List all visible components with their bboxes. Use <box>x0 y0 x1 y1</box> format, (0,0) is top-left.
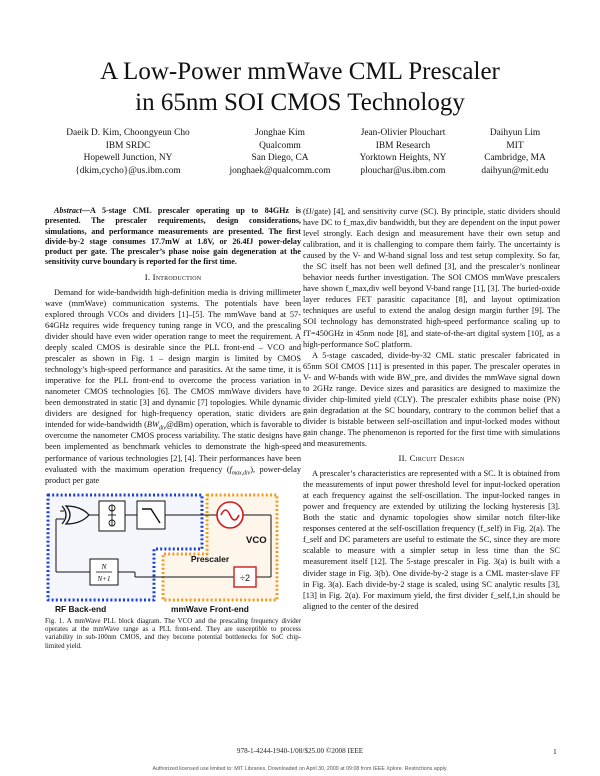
prescaler-label: Prescaler <box>190 553 230 564</box>
author-block-4 <box>470 127 560 177</box>
author-block-3 <box>343 127 463 177</box>
author-email: {dkim,cycho}@us.ibm.com <box>75 165 181 176</box>
abstract-label: Abstract <box>54 206 82 215</box>
author-org: Qualcomm <box>259 140 301 151</box>
figure-1-caption: Fig. 1. A mmWave PLL block diagram. The VCO and the prescaling frequency divider operates at the mmWave range as a PLL front-end. They are susceptible to process variability in sub-100nm CMOS, and they become potential bottlenecks for SoC chip-limited yield. <box>45 617 301 650</box>
author-email: plouchar@us.ibm.com <box>360 165 446 176</box>
author-email: jonghaek@qualcomm.com <box>229 165 331 176</box>
abstract-text: A 5-stage CML prescaler operating up to 84GHz is presented. The prescaler requirements, design considerations, simulations, and performance measurements are presented. The first divide-by-2 stage consumes 17.7mW at 1.8V, or 26.4fJ power-delay product per gate. The prescaler’s phase noise gain degeneration at the sensitivity curve boundary is reported for the first time. <box>45 206 301 267</box>
author-name: Jonghae Kim <box>255 128 305 138</box>
paper-title-line-2: in 65nm SOI CMOS Technology <box>135 89 465 116</box>
rf-backend-label: RF Back-end <box>55 603 107 614</box>
section-heading-introduction: I. Introduction <box>144 271 202 282</box>
author-name: Daihyun Lim <box>489 128 541 138</box>
isbn-footer: 978-1-4244-1940-1/08/$25.00 ©2008 IEEE <box>236 747 364 755</box>
circuit-design-paragraph-1: A prescaler’s characteristics are represented with a SC. It is obtained from the measurements of input power threshold level for input-locked operation at each frequency against the self-oscillation. The input-locked ranges in power and frequency are extended by utilizing the locking hysteresis [3]. Both the static and dynamic topologies show similar notch filter-like responses centered at the self-oscillation frequency (f_self) in Fig. 2(a). The f_self and DC parameters are useful to estimate the SC, since they are more scalable to measure with a simpler setup in less time than the SC measurement itself [12]. The 5-stage prescaler in Fig. 3(a) is built with a divider stage in Fig. 3(b). One divide-by-2 stage is a CML master-slave FF in Fig. 3(a). Each divide-by-2 stage is scaled, using SC analytic results [3], [13] in Fig. 2(a). For maximum yield, the first divider f_self,1,in should be aligned to the center of the desired <box>303 469 560 611</box>
author-org: MIT <box>506 140 524 151</box>
intro-paragraph-2: (fJ/gate) [4], and sensitivity curve (SC). By principle, static dividers should have DC to f_max,div bandwidth, but they are dependent on the input power level strongly. Each design and measurement have their own setup and calibration, and it is challenging to compare them fairly. The uncertainty is caused by the V- and W-band signal loss and test setup complexity. So far, the SC itself has not been well defined [3], and the prescaler’s nonlinear behavior needs further investigation. The SOI CMOS mmWave prescalers have shown f_max,div well beyond V-band range [1], [3]. The buried-oxide layer reduces FET parasitic capacitance [8], and layout optimization techniques are useful to extend the analog design margin further [9]. The SOI technology has demonstrated high-speed performance scaling up to fT=450GHz in 45nm node [8], and state-of-the-art digital system [10], as a high-performance SoC platform. <box>303 207 560 349</box>
divider-n-label: N <box>101 561 107 571</box>
author-location: Cambridge, MA <box>484 153 546 164</box>
intro-paragraph-3: A 5-stage cascaded, divide-by-32 CML static prescaler fabricated in 65nm SOI CMOS [11] is presented in this paper. The prescaler operates in V- and W-bands with wide BW_pre, and divides the mmWave signal down to 2GHz range. Device sizes and parasitics are designed to maximize the divider chip-limited yield (CLY). The prescaler exhibits phase noise (PN) gain degradation at the SC boundary, contrary to the common belief that a divider is bistable between self-oscillation and input-locked modes without gain change. The phenomenon is reported for the first time with simulations and measurements. <box>303 350 560 448</box>
author-name: Daeik D. Kim, Choongyeun Cho <box>66 128 190 138</box>
author-block-2 <box>222 127 338 177</box>
author-org: IBM Research <box>375 140 431 151</box>
author-org: IBM SRDC <box>105 140 151 151</box>
figure-1-pll-block-diagram <box>45 492 301 614</box>
author-location: San Diego, CA <box>251 153 309 164</box>
author-location: Hopewell Junction, NY <box>83 153 173 164</box>
divide-by-2-label: ÷2 <box>240 572 250 583</box>
mmwave-frontend-label: mmWave Front-end <box>171 603 249 614</box>
intro-paragraph-1: Demand for wide-bandwidth high-definition media is driving millimeter wave (mmWave) communication systems. The potentials have been explored through VCOs and dividers [1]–[5]. The mmWave band at 57-64GHz requires wide frequency tuning range in VCO, and the prescaling divider should have even wider operation range to meet the requirement. A deeply scaled CMOS is desirable since the PLL front-end – VCO and prescaler as shown in Fig. 1 – design margin is limited by CMOS technology’s high-speed performance and parasitics. At the same time, it is imperative for the PLL front-end to overcome the process variation in nanometer CMOS technologies [6]. The CMOS mmWave dividers have been demonstrated in static [3] and dynamic [7] topologies. While dynamic dividers are designed for high-frequency operation, static dividers are intended for wide-bandwidth $(BW_{div}@dBm)$ operation, which is favorable to overcome the nanometer CMOS process variability. The static designs have been implemented as benchmark vehicles to demonstrate the high-speed performance of various technologies [2], [4]. Their performances have been evaluated with the maximum operation frequency $(f_{max,div})$, power-delay product per gate <box>45 287 302 485</box>
license-notice: Authorized licensed use limited to: MIT Libraries. Downloaded on April 30, 2009 at 09:08 from IEEE Xplore. Restrictions apply. <box>152 766 448 772</box>
author-email: daihyun@mit.edu <box>481 165 549 176</box>
divider-n-plus-1-label: N+1 <box>97 574 111 583</box>
vco-label: VCO <box>246 534 267 546</box>
author-name: Jean-Olivier Plouchart <box>360 128 446 138</box>
pll-diagram <box>45 492 301 614</box>
loop-filter-box <box>137 501 165 529</box>
author-location: Yorktown Heights, NY <box>359 153 447 164</box>
abstract: Abstract—A 5-stage CML prescaler operating up to 84GHz is presented. The prescaler requirements, design considerations, simulations, and performance measurements are presented. The first divide-by-2 stage consumes 17.7mW at 1.8V, or 26.4fJ power-delay product per gate. The prescaler’s phase noise gain degeneration at the sensitivity curve boundary is reported for the first time. <box>45 206 301 267</box>
paper-title-line-1: A Low-Power mmWave CML Prescaler <box>100 58 500 85</box>
left-column <box>45 206 301 651</box>
author-block-1 <box>63 127 193 177</box>
section-heading-circuit-design: II. Circuit Design <box>398 453 465 464</box>
page-number: 1 <box>553 747 557 756</box>
right-column <box>303 206 560 612</box>
